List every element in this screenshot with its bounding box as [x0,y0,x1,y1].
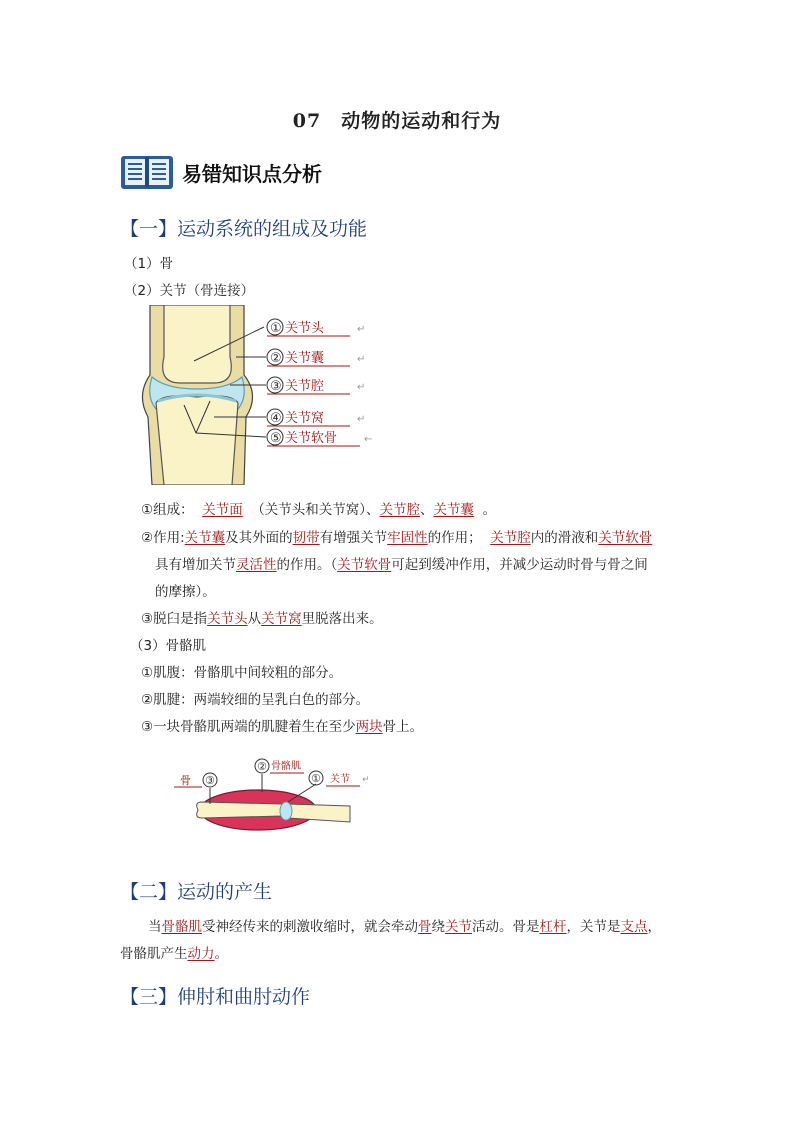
svg-text:②: ② [270,351,282,366]
svg-text:⑤: ⑤ [270,431,282,446]
page-title: 07 动物的运动和行为 [292,110,502,132]
svg-text:关节软骨: 关节软骨 [285,431,338,446]
joint-head-shape [163,305,232,383]
item-muscle: （3）骨骼肌 [130,638,207,654]
svg-text:关节腔: 关节腔 [285,379,325,394]
joint-socket-shape [156,396,238,485]
section-banner [120,152,322,192]
svg-text:①: ① [270,321,282,336]
muscle-diagram [170,752,370,842]
book-icon [120,153,174,191]
movement-line-1: 当骨骼肌受神经传来的刺激收缩时，就会牵动骨绕关节活动。骨是杠杆，关节是支点， [148,919,661,935]
dislocation-line: ③脱臼是指关节头从关节窝里脱落出来。 [141,611,383,627]
joint-label-2 [267,349,365,366]
muscle-tendon-line: ②肌腱：两端较细的呈乳白色的部分。 [141,692,370,708]
svg-text:关节窝: 关节窝 [285,411,325,426]
muscle-belly-line: ①肌腹：骨骼肌中间较粗的部分。 [141,665,343,681]
muscle-attach-line: ③一块骨骼肌两端的肌腱着生在至少两块骨上。 [141,719,424,735]
svg-text:关节头: 关节头 [285,321,325,336]
svg-text:②: ② [257,760,267,773]
muscle-label-bone: 骨 [180,774,191,787]
joint-composition: ①组成： 关节面 （关节头和关节窝）、关节腔、关节囊 。 [141,502,497,518]
svg-text:↵: ↵ [357,382,366,393]
item-bone: （1）骨 [124,256,174,272]
joint-label-3 [267,377,365,394]
svg-text:↵: ↵ [357,414,366,425]
joint-label-5 [267,429,372,446]
svg-text:↵: ↵ [357,354,366,365]
section-heading-2: 【二】运动的产生 [120,881,273,903]
banner-title: 易错知识点分析 [182,161,322,186]
muscle-label-joint: 关节 [330,774,350,785]
movement-line-2: 骨骼肌产生动力。 [120,946,228,962]
bone-left-shape [197,802,288,818]
muscle-joint-shape [280,802,292,820]
svg-text:③: ③ [270,379,282,394]
joint-function-line-1: ②作用:关节囊及其外面的韧带有增强关节牢固性的作用； 关节腔内的滑液和关节软骨 [141,530,653,546]
svg-text:←: ← [364,434,373,445]
svg-text:④: ④ [270,411,282,426]
section-heading-1: 【一】运动系统的组成及功能 [120,218,368,240]
joint-label-1 [267,319,365,336]
svg-text:③: ③ [205,774,215,787]
muscle-label-muscle: 骨骼肌 [271,761,301,772]
item-joint: （2）关节（骨连接） [124,283,255,299]
svg-text:↵: ↵ [362,775,370,785]
joint-label-4 [267,409,365,426]
joint-function-line-2: 具有增加关节灵活性的作用。（关节软骨可起到缓冲作用，并减少运动时骨与骨之间 [155,557,648,573]
svg-text:①: ① [311,772,321,785]
joint-function-line-3: 的摩擦）。 [155,584,216,600]
joint-diagram [128,305,388,485]
svg-text:↵: ↵ [357,324,366,335]
svg-text:关节囊: 关节囊 [285,351,325,366]
section-heading-3: 【三】伸肘和曲肘动作 [120,986,311,1008]
